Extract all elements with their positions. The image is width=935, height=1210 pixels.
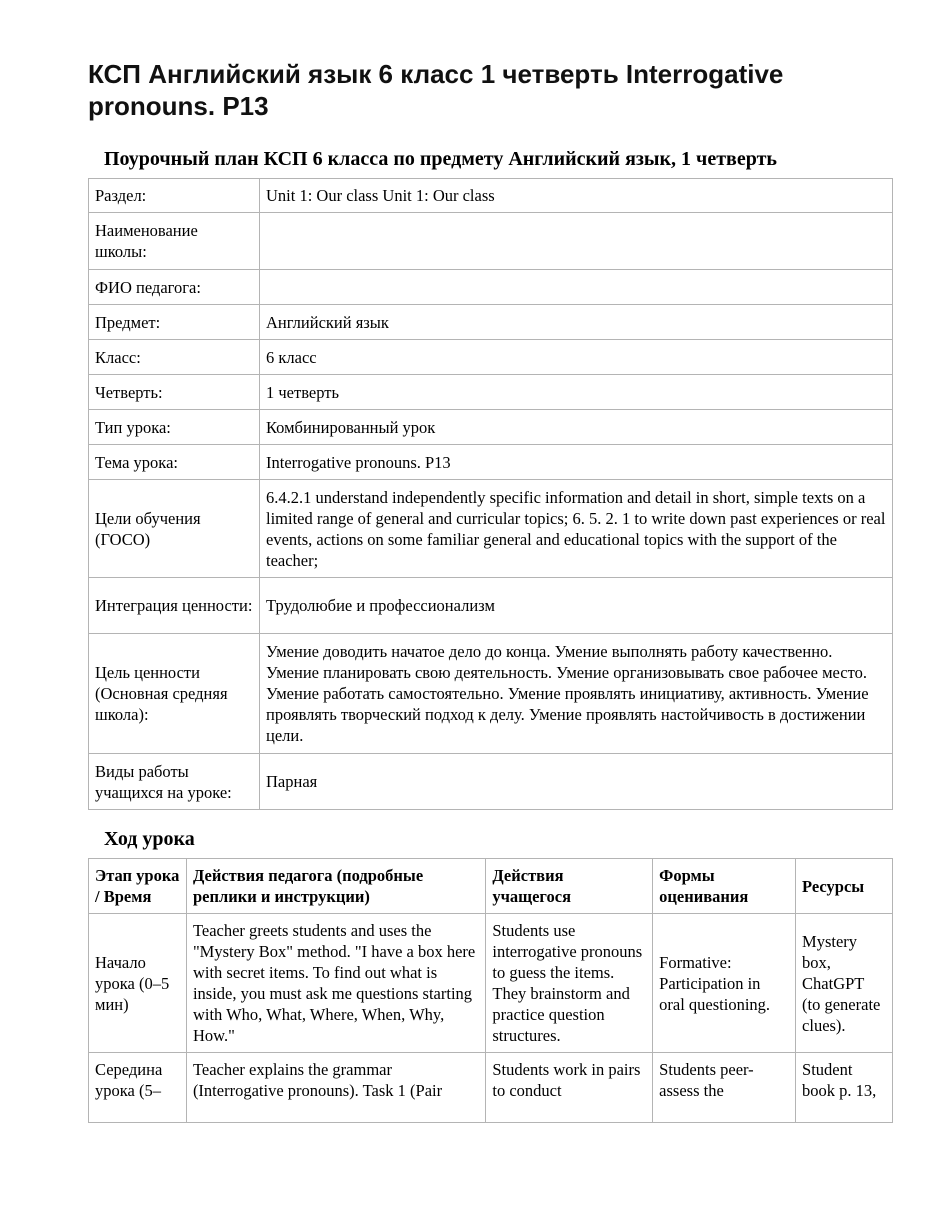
table-cell: Mystery box, ChatGPT (to generate clues). <box>796 914 893 1053</box>
table-row <box>89 305 893 340</box>
info-label: Виды работы учащихся на уроке: <box>89 754 260 810</box>
table-row <box>89 179 893 213</box>
table-row <box>89 410 893 445</box>
info-label: ФИО педагога: <box>89 270 260 305</box>
table-row <box>89 270 893 305</box>
info-label: Класс: <box>89 340 260 375</box>
table-row <box>89 445 893 480</box>
table-row <box>89 578 893 634</box>
column-header: Действия учащегося <box>486 859 653 914</box>
info-value: Английский язык <box>260 305 893 340</box>
table-row <box>89 375 893 410</box>
info-label: Тема урока: <box>89 445 260 480</box>
info-label: Тип урока: <box>89 410 260 445</box>
table-row <box>89 634 893 754</box>
table-cell <box>486 1053 653 1123</box>
info-label: Наименование школы: <box>89 213 260 270</box>
table-row <box>89 754 893 810</box>
info-value: 1 четверть <box>260 375 893 410</box>
info-value <box>260 270 893 305</box>
info-label: Цель ценности (Основная средняя школа): <box>89 634 260 754</box>
table-cell <box>653 1053 796 1123</box>
cell-text: Середина урока (5– <box>95 1060 163 1100</box>
table-cell <box>186 1053 485 1123</box>
info-label: Предмет: <box>89 305 260 340</box>
page-title: КСП Английский язык 6 класс 1 четверть Interrogative pronouns. P13 <box>88 59 784 121</box>
column-header: Ресурсы <box>796 859 893 914</box>
info-value: Interrogative pronouns. P13 <box>260 445 893 480</box>
plan-heading: Поурочный план КСП 6 класса по предмету Английский язык, 1 четверть <box>104 148 777 170</box>
table-row <box>89 480 893 578</box>
column-header: Действия педагога (подробные реплики и инструкции) <box>186 859 485 914</box>
table-row <box>89 213 893 270</box>
table-cell: Students use interrogative pronouns to guess the items. They brainstorm and practice question structures. <box>486 914 653 1053</box>
info-label: Интеграция ценности: <box>89 578 260 634</box>
cell-text: Students peer-assess the <box>659 1060 754 1100</box>
table-header-row <box>89 859 893 914</box>
table-cell: Teacher greets students and uses the "Mystery Box" method. "I have a box here with secret items. To find out what is inside, you must ask me questions starting with Who, What, Where, When, Why, How." <box>186 914 485 1053</box>
document-page <box>88 58 894 1123</box>
cell-text: Student book p. 13, <box>802 1060 877 1100</box>
info-label: Цели обучения (ГОСО) <box>89 480 260 578</box>
cell-text: Teacher explains the grammar (Interrogative pronouns). Task 1 (Pair <box>192 1060 443 1100</box>
lesson-progress-heading: Ход урока <box>104 828 195 850</box>
info-value: Парная <box>260 754 893 810</box>
table-row <box>89 914 893 1053</box>
table-row <box>89 1053 893 1123</box>
info-value <box>260 213 893 270</box>
info-value: Трудолюбие и профессионализм <box>260 578 893 634</box>
info-value: 6.4.2.1 understand independently specific information and detail in short, simple texts on a limited range of general and curricular topics; 6. 5. 2. 1 to write down past experiences or real events, actions on some familiar general and educational topics with the support of the teacher; <box>260 480 893 578</box>
cell-text: Students work in pairs to conduct <box>492 1060 641 1100</box>
lesson-progress-table <box>88 858 893 1123</box>
lesson-info-table <box>88 178 893 810</box>
info-value: Комбинированный урок <box>260 410 893 445</box>
info-value: Умение доводить начатое дело до конца. Умение выполнять работу качественно. Умение планировать свою деятельность. Умение организовывать свое рабочее место. Умение работать самостоятельно. Умение проявлять инициативу, активность. Умение проявлять творческий подход к делу. Умение проявлять настойчивость в достижении цели. <box>260 634 893 754</box>
column-header: Формы оценивания <box>653 859 796 914</box>
info-label: Раздел: <box>89 179 260 213</box>
info-label: Четверть: <box>89 375 260 410</box>
table-row <box>89 340 893 375</box>
info-value: Unit 1: Our class Unit 1: Our class <box>260 179 893 213</box>
table-cell <box>89 1053 187 1123</box>
table-cell: Formative: Participation in oral questioning. <box>653 914 796 1053</box>
column-header: Этап урока / Время <box>89 859 187 914</box>
info-value: 6 класс <box>260 340 893 375</box>
table-cell: Начало урока (0–5 мин) <box>89 914 187 1053</box>
table-cell <box>796 1053 893 1123</box>
